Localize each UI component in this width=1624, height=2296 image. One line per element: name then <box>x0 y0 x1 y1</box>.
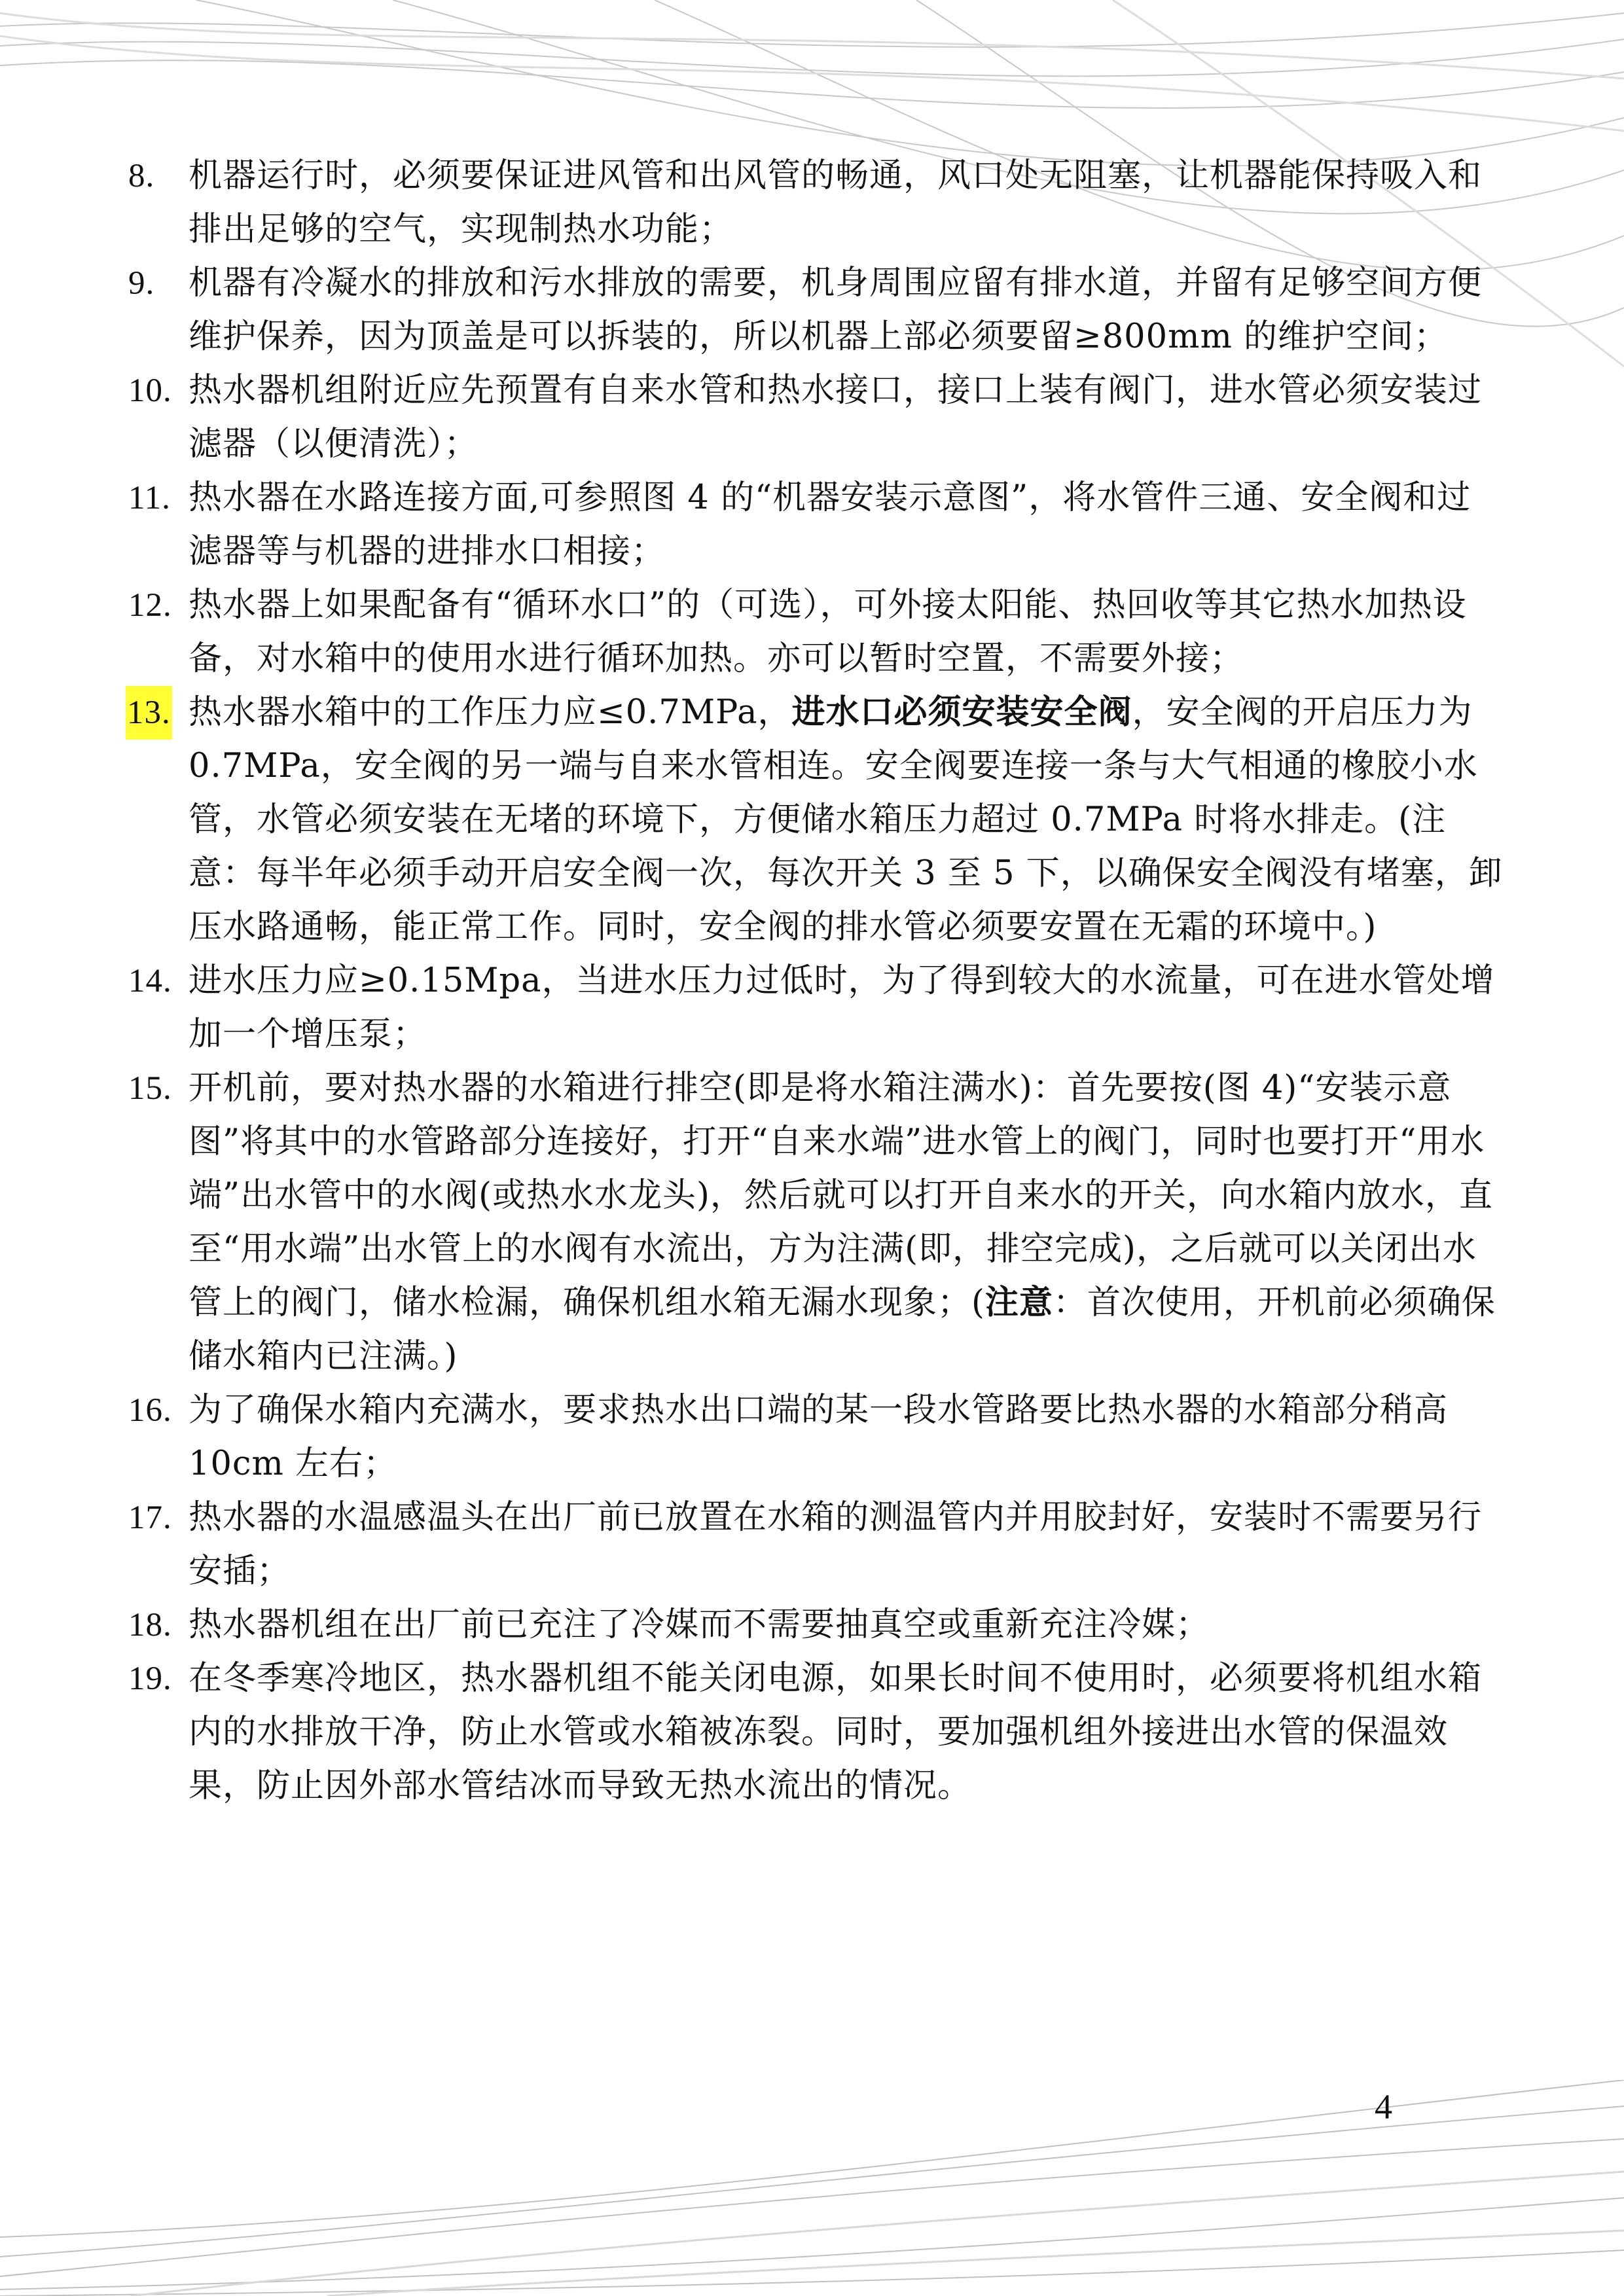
item-number: 18. <box>128 1607 172 1643</box>
item-number: 16. <box>128 1392 172 1429</box>
instruction-list <box>128 149 1503 1813</box>
item-text: ，安全阀的开启压力为 0.7MPa，安全阀的另一端与自来水管相连。安全阀要连接一条与大气相通的橡胶小水管，水管必须安装在无堵的环境下，方便储水箱压力超过 0.7MPa 时将水排走。(注意：每半年必须手动开启安全阀一次，每次开关 3 至 5 下，以确保安全阀没有堵塞，卸压水路通畅，能正常工作。同时，安全阀的排水管必须要安置在无霜的环境中。) <box>189 693 1503 946</box>
list-item <box>128 364 1503 471</box>
item-text: 机器运行时，必须要保证进风管和出风管的畅通，风口处无阻塞，让机器能保持吸入和排出足够的空气，实现制热水功能； <box>189 156 1483 249</box>
item-text: 在冬季寒冷地区，热水器机组不能关闭电源，如果长时间不使用时，必须要将机组水箱内的水排放干净，防止水管或水箱被冻裂。同时，要加强机组外接进出水管的保温效果，防止因外部水管结冰而导致无热水流出的情况。 <box>189 1659 1483 1805</box>
item-text: 热水器在水路连接方面,可参照图 4 的“机器安装示意图”，将水管件三通、安全阀和过滤器等与机器的进排水口相接； <box>189 478 1471 571</box>
item-text: 热水器水箱中的工作压力应≤0.7MPa， <box>189 693 792 732</box>
list-item <box>128 1062 1503 1384</box>
list-item <box>128 1491 1503 1598</box>
list-item <box>128 954 1503 1062</box>
item-text: 开机前，要对热水器的水箱进行排空(即是将水箱注满水)：首先要按(图 4)“安装示意图”将其中的水管路部分连接好，打开“自来水端”进水管上的阀门，同时也要打开“用水端”出水管中的水阀(或热水水龙头)，然后就可以打开自来水的开关，向水箱内放水，直至“用水端”出水管上的水阀有水流出，方为注满(即，排空完成)，之后就可以关闭出水管上的阀门，储水检漏，确保机组水箱无漏水现象；( <box>189 1069 1493 1322</box>
item-number: 15. <box>128 1070 172 1107</box>
list-item <box>128 471 1503 579</box>
list-item <box>128 1598 1503 1652</box>
item-text: 机器有冷凝水的排放和污水排放的需要，机身周围应留有排水道，并留有足够空间方便维护保养，因为顶盖是可以拆装的，所以机器上部必须要留≥800mm 的维护空间； <box>189 264 1483 356</box>
page-number: 4 <box>1375 2087 1392 2126</box>
item-text: 为了确保水箱内充满水，要求热水出口端的某一段水管路要比热水器的水箱部分稍高 10cm 左右； <box>189 1391 1449 1483</box>
item-number: 12. <box>128 587 172 624</box>
list-item <box>128 579 1503 686</box>
item-number: 11. <box>128 480 171 516</box>
item-text: 热水器机组附近应先预置有自来水管和热水接口，接口上装有阀门，进水管必须安装过滤器（以便清洗）； <box>189 371 1483 463</box>
item-text-bold: 注意 <box>984 1283 1053 1322</box>
list-item <box>128 1384 1503 1491</box>
item-text: 热水器机组在出厂前已充注了冷媒而不需要抽真空或重新充注冷媒； <box>189 1605 1210 1644</box>
list-item <box>128 149 1503 257</box>
item-number-highlighted: 13. <box>126 686 172 740</box>
item-number: 9. <box>128 265 155 302</box>
item-text-bold: 进水口必须安装安全阀 <box>791 693 1132 732</box>
item-number: 19. <box>128 1660 172 1697</box>
item-text: 热水器上如果配备有“循环水口”的（可选），可外接太阳能、热回收等其它热水加热设备，对水箱中的使用水进行循环加热。亦可以暂时空置，不需要外接； <box>189 586 1467 678</box>
item-number: 10. <box>128 372 172 409</box>
list-item <box>128 257 1503 364</box>
item-number: 14. <box>128 963 172 999</box>
item-text: 热水器的水温感温头在出厂前已放置在水箱的测温管内并用胶封好，安装时不需要另行安插； <box>189 1498 1483 1590</box>
list-item <box>128 1652 1503 1813</box>
item-text: ：首次使用，开机前必须确保储水箱内已注满。) <box>189 1283 1496 1376</box>
item-number: 8. <box>128 158 155 194</box>
list-item-highlighted <box>128 686 1503 954</box>
item-number: 17. <box>128 1499 172 1536</box>
item-text: 进水压力应≥0.15Mpa，当进水压力过低时，为了得到较大的水流量，可在进水管处增加一个增压泵； <box>189 961 1495 1054</box>
